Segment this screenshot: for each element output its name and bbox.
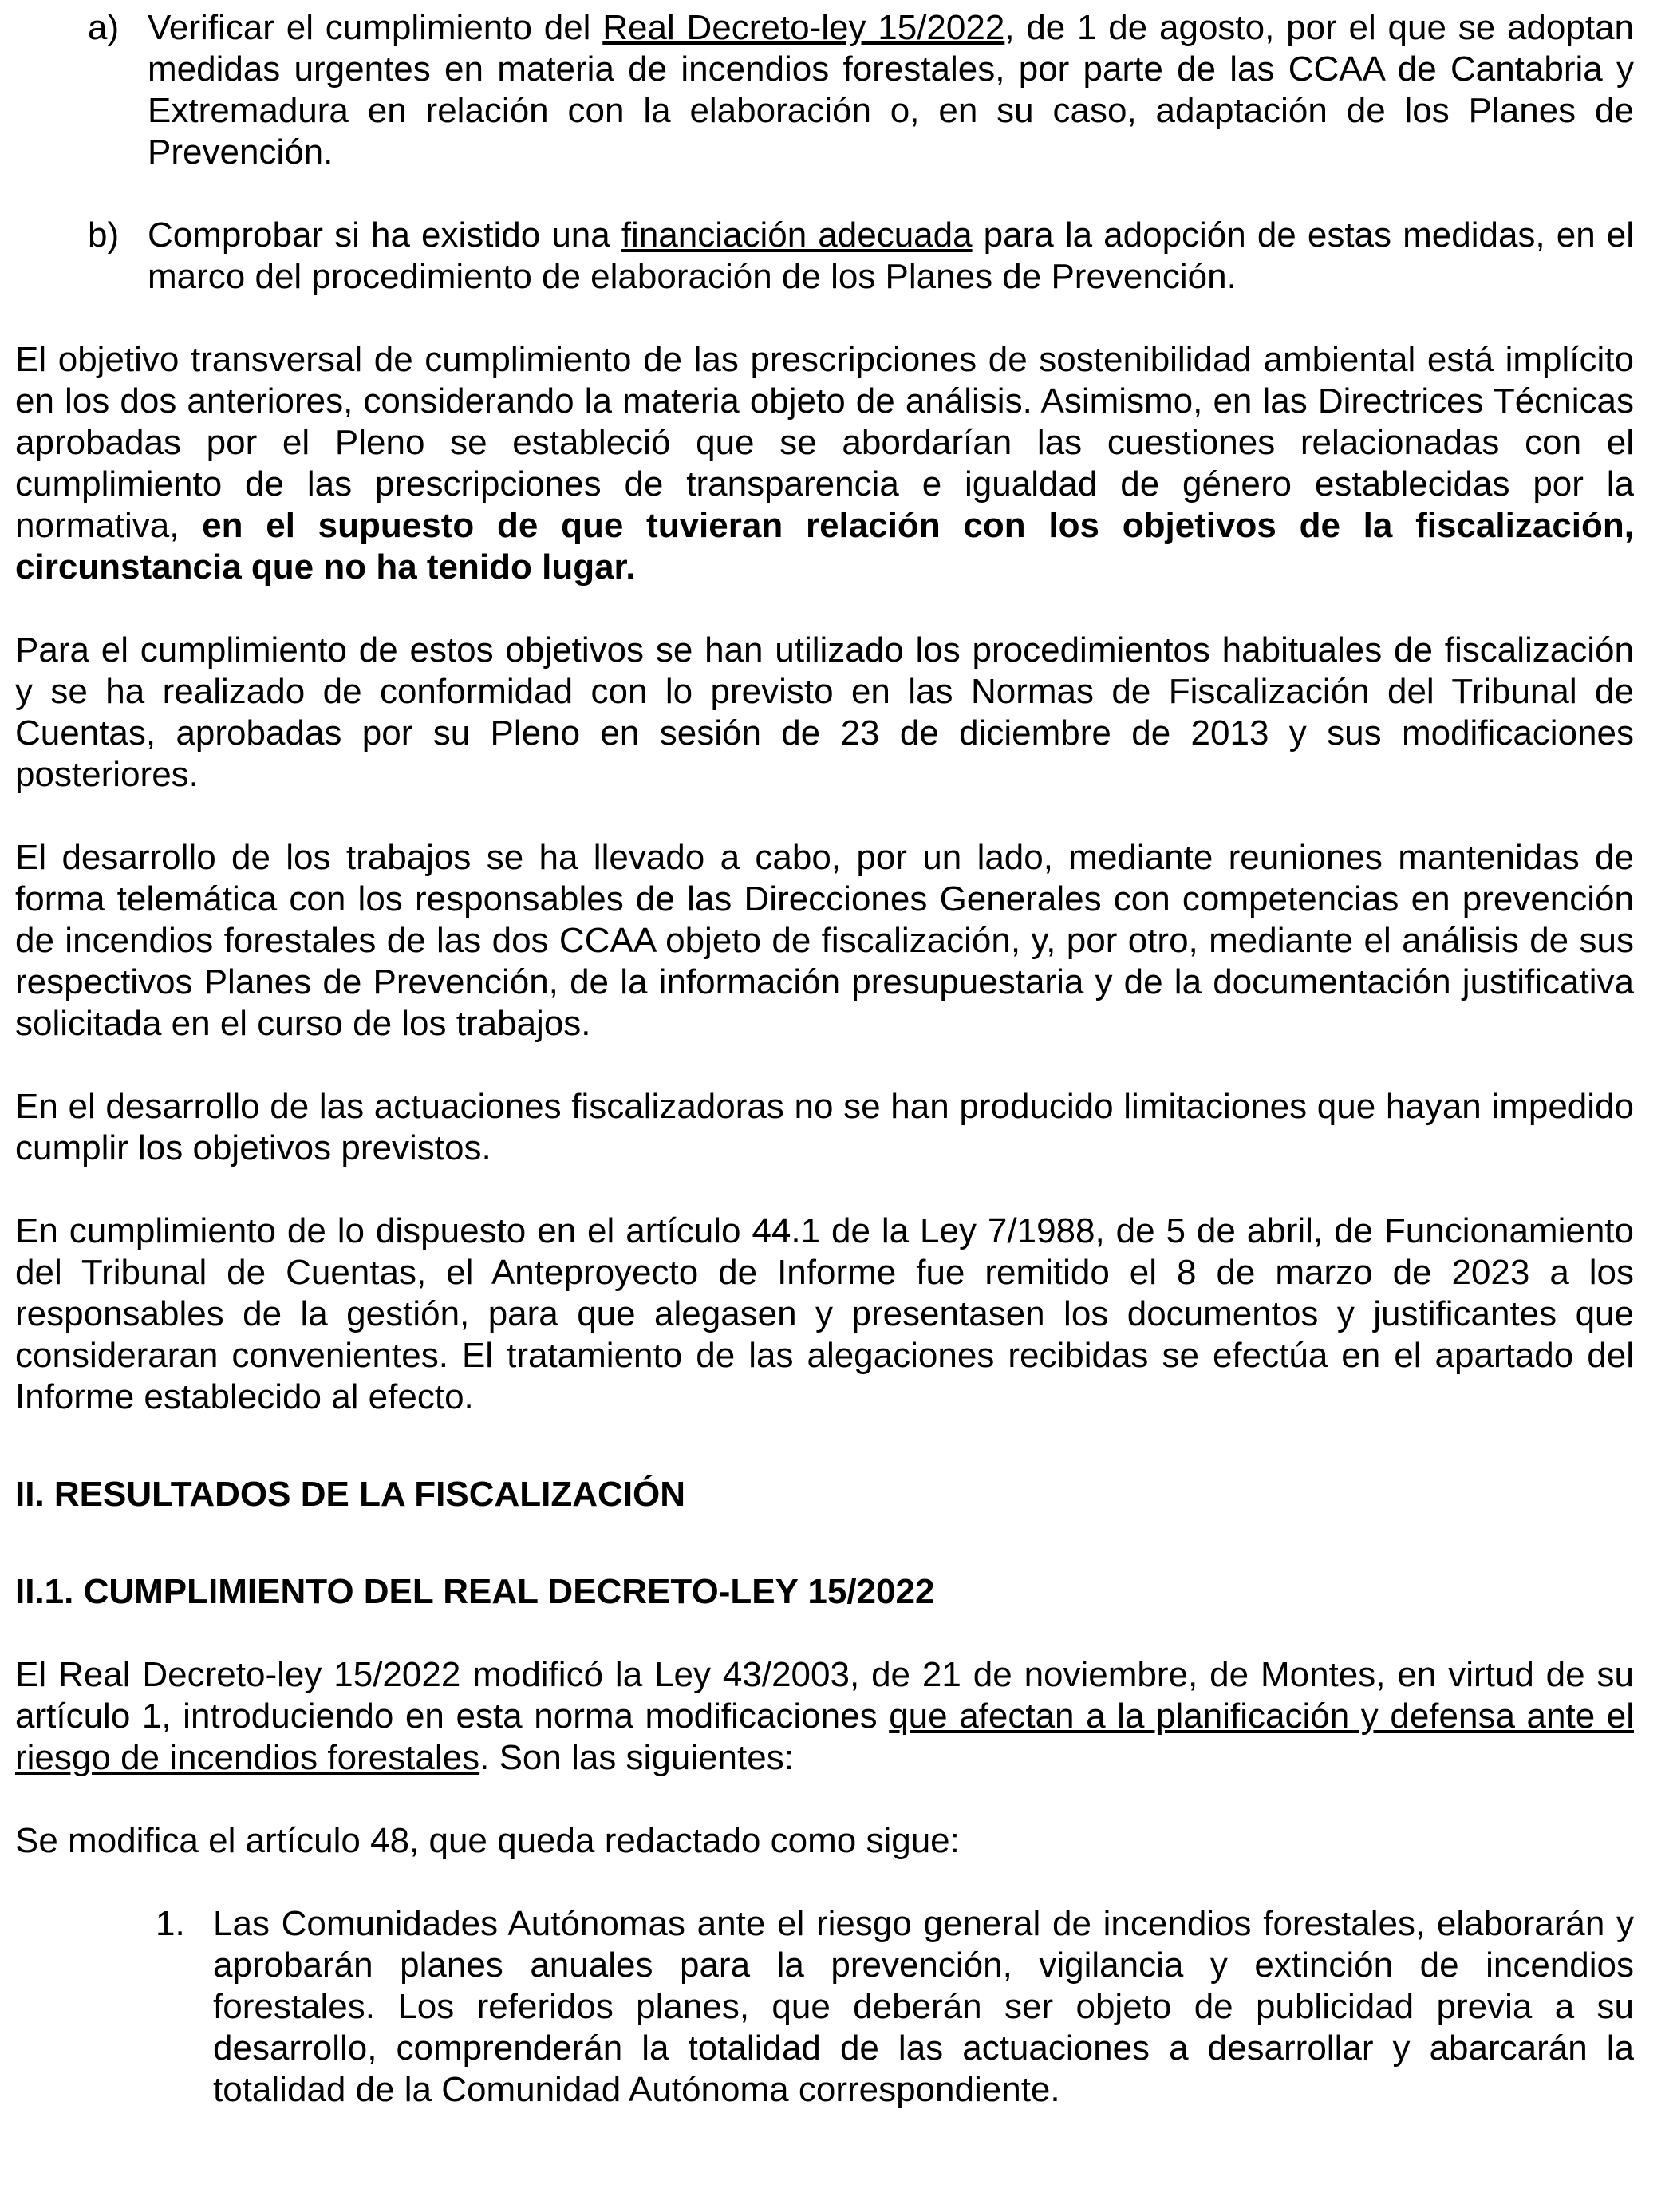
paragraph-limitaciones	[15, 1086, 1634, 1169]
list-marker: b)	[88, 215, 120, 255]
paragraph-procedimientos-fiscalizacion	[15, 630, 1634, 796]
text-segment-underline: Real Decreto-ley 15/2022	[602, 8, 1005, 47]
numbered-item-1	[15, 1903, 1634, 2111]
text-segment-normal: El objetivo transversal de cumplimiento de las prescripciones de sostenibilidad ambiental está implícito en los dos anteriores, considerando la materia objeto de análisis. Asimismo, en las Directrices Técnicas aprobadas por el Pleno se estableció que se abordarían las cuestiones relacionadas con el cumplimiento de las prescripciones de transparencia e igualdad de género establecidas por la normativa,	[15, 340, 1634, 545]
text-segment-underline: financiación adecuada	[621, 215, 973, 255]
paragraph-anteproyecto-informe	[15, 1211, 1634, 1418]
text-segment-normal: El Real Decreto-ley 15/2022 modificó la Ley 43/2003, de 21 de noviembre, de Montes, en virtud de su artículo 1, introduciendo en esta norma modificaciones	[15, 1655, 1634, 1736]
list-item-text	[213, 1903, 1634, 2111]
text-segment-normal: En el desarrollo de las actuaciones fiscalizadoras no se han producido limitaciones que hayan impedido cumplir los objetivos previstos.	[15, 1087, 1634, 1167]
paragraph-objetivo-transversal	[15, 339, 1634, 588]
text-segment-normal: , de 1 de agosto, por el que se adoptan medidas urgentes en materia de incendios forestales, por parte de las CCAA de Cantabria y Extremadura en relación con la elaboración o, en su caso, adaptación de los Planes de Prevención.	[148, 8, 1635, 172]
text-segment-normal: En cumplimiento de lo dispuesto en el artículo 44.1 de la Ley 7/1988, de 5 de abril, de Funcionamiento del Tribunal de Cuentas, el Anteproyecto de Informe fue remitido el 8 de marzo de 2023 a los responsables de la gestión, para que alegasen y presentasen los documentos y justificantes que consideraran convenientes. El tratamiento de las alegaciones recibidas se efectúa en el apartado del Informe establecido al efecto.	[15, 1211, 1634, 1416]
text-segment-normal: Verificar el cumplimiento del	[148, 8, 603, 47]
text-segment-normal: para la adopción de estas medidas, en el marco del procedimiento de elaboración de los Planes de Prevención.	[148, 215, 1634, 296]
paragraph-desarrollo-trabajos	[15, 837, 1634, 1045]
heading-resultados-fiscalizacion	[15, 1460, 1634, 1515]
text-segment-normal: II.1. CUMPLIMIENTO DEL REAL DECRETO-LEY 15/2022	[15, 1572, 935, 1611]
text-segment-normal: El desarrollo de los trabajos se ha llevado a cabo, por un lado, mediante reuniones mantenidas de forma telemática con los responsables de las Direcciones Generales con competencias en prevención de incendios forestales de las dos CCAA objeto de fiscalización, y, por otro, mediante el análisis de sus respectivos Planes de Prevención, de la información presupuestaria y de la documentación justificativa solicitada en el curso de los trabajos.	[15, 838, 1634, 1043]
text-segment-normal: Para el cumplimiento de estos objetivos se han utilizado los procedimientos habituales de fiscalización y se ha realizado de conformidad con lo previsto en las Normas de Fiscalización del Tribunal de Cuentas, aprobadas por su Pleno en sesión de 23 de diciembre de 2013 y sus modificaciones posteriores.	[15, 630, 1634, 794]
text-segment-normal: Las Comunidades Autónomas ante el riesgo general de incendios forestales, elaborarán y aprobarán planes anuales para la prevención, vigilancia y extinción de incendios forestales. Los referidos planes, que deberán ser objeto de publicidad previa a su desarrollo, comprenderán la totalidad de las actuaciones a desarrollar y abarcarán la totalidad de la Comunidad Autónoma correspondiente.	[213, 1904, 1634, 2109]
heading-cumplimiento-rdl-15-2022	[15, 1557, 1634, 1613]
text-segment-normal: Se modifica el artículo 48, que queda redactado como sigue:	[15, 1821, 960, 1860]
list-item-text	[148, 215, 1634, 298]
paragraph-rdl-modifico-ley-montes	[15, 1654, 1634, 1779]
list-item-b	[15, 215, 1634, 298]
text-segment-normal: . Son las siguientes:	[479, 1738, 794, 1777]
list-marker: 1.	[156, 1904, 185, 1943]
text-segment-normal: Comprobar si ha existido una	[148, 215, 621, 255]
list-marker: a)	[88, 8, 120, 47]
paragraph-se-modifica-articulo-48	[15, 1820, 1634, 1862]
list-item-text	[148, 7, 1634, 173]
list-item-a	[15, 7, 1634, 173]
text-segment-underline: que afectan a la planificación y defensa ante el riesgo de incendios forestales	[15, 1697, 1634, 1777]
text-segment-normal: II. RESULTADOS DE LA FISCALIZACIÓN	[15, 1475, 686, 1514]
text-segment-bold: en el supuesto de que tuvieran relación con los objetivos de la fiscalización, circunstancia que no ha tenido lugar.	[15, 506, 1634, 587]
